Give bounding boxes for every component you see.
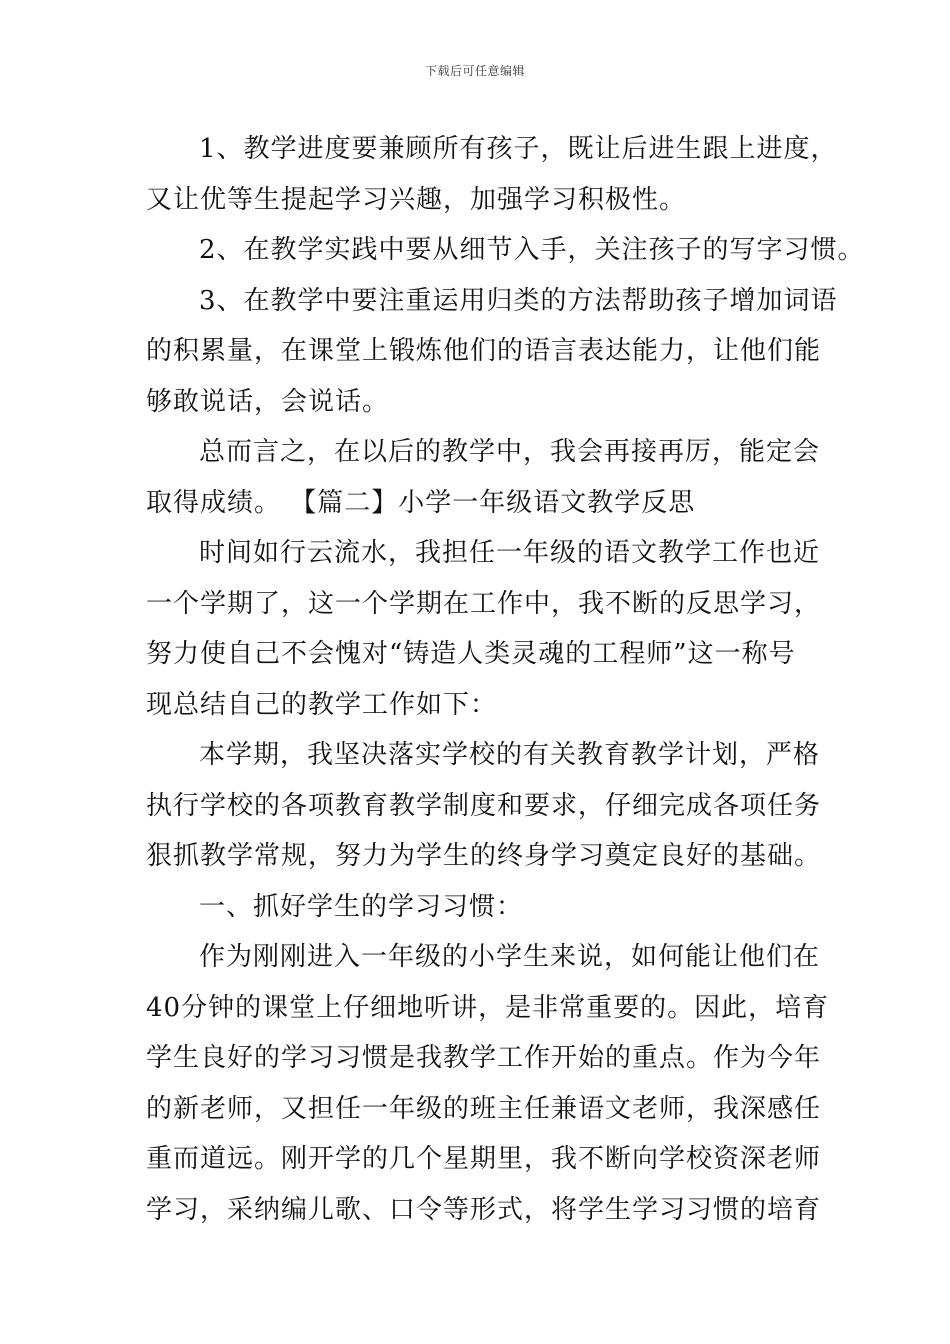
- text-line: 总而言之，在以后的教学中，我会再接再厉，能定会: [199, 437, 821, 467]
- text-line: 本学期，我坚决落实学校的有关教育教学计划，严格: [199, 740, 821, 770]
- text-line: 的积累量，在课堂上锻炼他们的语言表达能力，让他们能: [146, 336, 822, 366]
- text-line: 够敢说话，会说话。: [146, 386, 390, 417]
- text-line: 一、抓好学生的学习习惯：: [199, 891, 524, 922]
- text-line: 2、在教学实践中要从细节入手，关注孩子的写字习惯。: [199, 235, 865, 265]
- text-line: 狠抓教学常规，努力为学生的终身学习奠定良好的基础。: [146, 841, 822, 871]
- page-header: 下载后可任意编辑: [424, 64, 525, 78]
- text-line: 40分钟的课堂上仔细地听讲，是非常重要的。因此，培育: [146, 992, 830, 1023]
- text-line: 努力使自己不会愧对“铸造人类灵魂的工程师”这一称号: [146, 639, 796, 669]
- text-line: 学生良好的学习习惯是我教学工作开始的重点。作为今年: [146, 1043, 822, 1073]
- text-line: 重而道远。刚开学的几个星期里，我不断向学校资深老师: [146, 1144, 822, 1174]
- body-text: [146, 124, 865, 1235]
- text-line: 学习，采纳编儿歌、口令等形式，将学生学习习惯的培育: [146, 1194, 822, 1225]
- text-line: 执行学校的各项教育教学制度和要求，仔细完成各项任务: [146, 790, 822, 821]
- text-line: 的新老师，又担任一年级的班主任兼语文老师，我深感任: [146, 1093, 822, 1124]
- text-line: 现总结自己的教学工作如下：: [146, 689, 498, 720]
- text-line: 一个学期了，这一个学期在工作中，我不断的反思学习，: [146, 588, 822, 619]
- text-line: 1、教学进度要兼顾所有孩子，既让后进生跟上进度，: [199, 134, 838, 164]
- text-line: 作为刚刚进入一年级的小学生来说，如何能让他们在: [199, 942, 821, 972]
- text-line: 又让优等生提起学习兴趣，加强学习积极性。: [146, 184, 687, 215]
- text-line: 取得成绩。 【篇二】小学一年级语文教学反思: [146, 487, 696, 518]
- text-line: 3、在教学中要注重运用归类的方法帮助孩子增加词语: [199, 285, 838, 316]
- text-line: 时间如行云流水，我担任一年级的语文教学工作也近: [199, 538, 821, 568]
